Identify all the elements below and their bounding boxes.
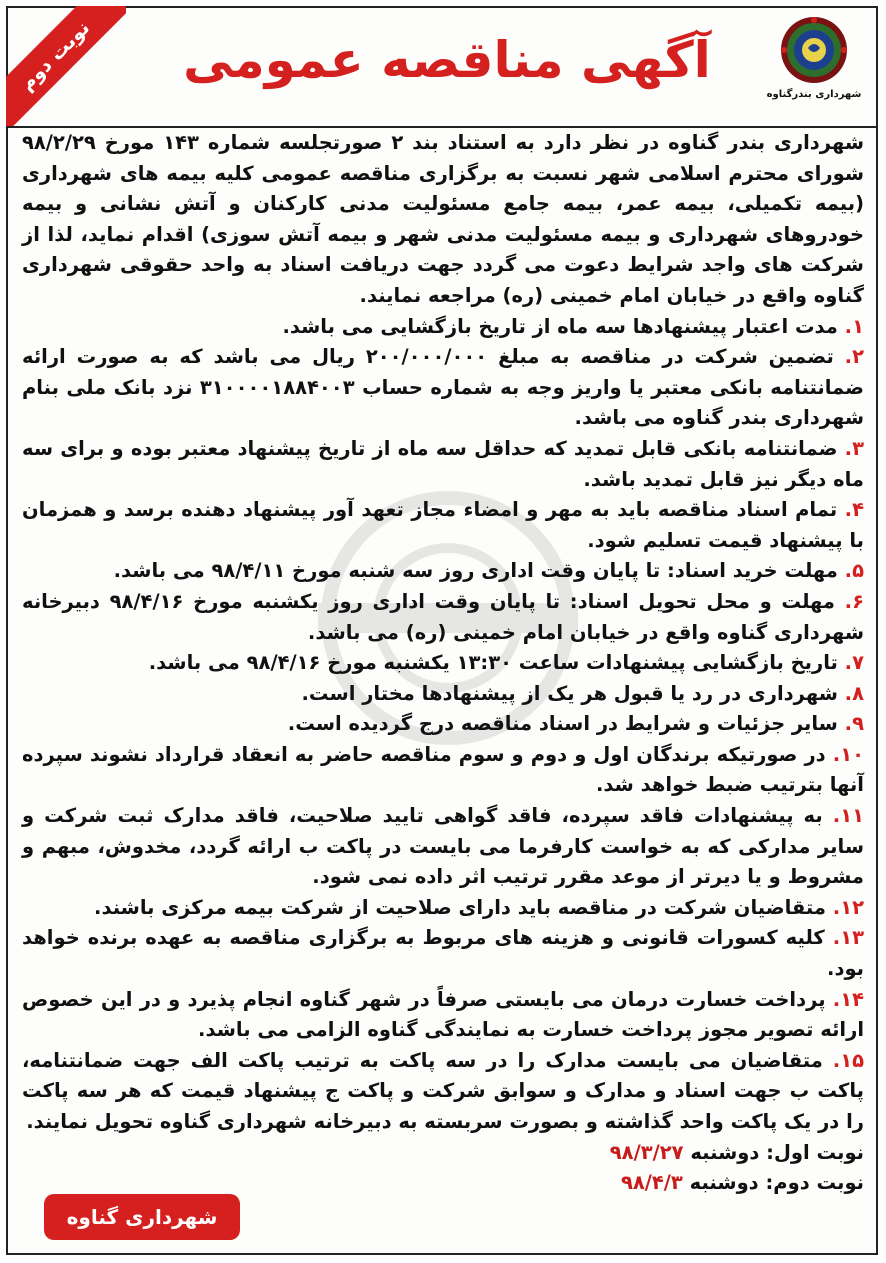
notice-body [22,128,864,1199]
list-item: ۱۴. پرداخت خسارت درمان می بایستی صرفاً در شهر گناوه انجام پذیرد و در این خصوص ارائه تصویر مجوز پرداخت خسارت به نمایندگی گناوه الزامی می باشد. [22,987,864,1042]
publication-schedule [22,1138,864,1199]
signature-badge: شهرداری گناوه [44,1194,240,1240]
first-publication: نوبت اول: دوشنبه ۹۸/۳/۲۷ [609,1140,864,1164]
logo-caption: شهرداری بندرگناوه [766,89,862,100]
corner-ribbon [6,6,126,126]
municipality-logo [766,14,862,120]
list-item: ۹. سایر جزئیات و شرایط در اسناد مناقصه درج گردیده است. [287,712,864,736]
ribbon-label: نوبت دوم [6,6,126,126]
list-item: ۱۲. متقاضیان شرکت در مناقصه باید دارای صلاحیت از شرکت بیمه مرکزی باشند. [94,895,864,919]
list-item: ۲. تضمین شرکت در مناقصه به مبلغ ۲۰۰/۰۰۰/۰۰۰ ریال می باشد که به صورت ارائه ضمانتنامه بانکی معتبر یا واریز وجه به شماره حساب ۳۱۰۰۰۰۱۸۸۴۰۰۳ نزد بانک ملی بنام شهرداری بندر گناوه می باشد. [22,345,864,430]
intro-paragraph: شهرداری بندر گناوه در نظر دارد به استناد بند ۲ صورتجلسه شماره ۱۴۳ مورخ ۹۸/۲/۲۹ شورای محترم اسلامی شهر نسبت به برگزاری مناقصه عمومی کلیه بیمه های شهرداری (بیمه تکمیلی، بیمه عمر، بیمه جامع مسئولیت مدنی کارکنان و آتش نشانی و بیمه خودروهای شهرداری و بیمه مسئولیت مدنی شهر و بیمه آتش سوزی) اقدام نماید، لذا از شرکت های واجد شرایط دعوت می گردد جهت دریافت اسناد به واحد حقوقی شهرداری گناوه واقع در خیابان امام خمینی (ره) مراجعه نمایند. [22,131,864,307]
list-item: ۶. مهلت و محل تحویل اسناد: تا پایان وقت اداری روز یکشنبه مورخ ۹۸/۴/۱۶ دبیرخانه شهرداری گناوه واقع در خیابان امام خمینی (ره) می باشد. [22,589,864,644]
emblem-icon [778,14,850,86]
second-publication: نوبت دوم: دوشنبه ۹۸/۴/۳ [620,1171,864,1195]
list-item: ۱۱. به پیشنهادات فاقد سپرده، فاقد گواهی تایید صلاحیت، فاقد مدارک ثبت شرکت و سایر مدارکی که به خواست کارفرما می بایست در پاکت ب ارائه گردد، مخدوش، مبهم و مشروط و یا دیرتر از موعد مقرر ترتیب اثر داده نمی شود. [22,804,864,889]
list-item: ۱. مدت اعتبار پیشنهادها سه ماه از تاریخ بازگشایی می باشد. [282,314,864,338]
list-item: ۷. تاریخ بازگشایی پیشنهادات ساعت ۱۳:۳۰ یکشنبه مورخ ۹۸/۴/۱۶ می باشد. [148,651,864,675]
list-item: ۸. شهرداری در رد یا قبول هر یک از پیشنهادها مختار است. [301,681,864,705]
list-item: ۵. مهلت خرید اسناد: تا پایان وقت اداری روز سه شنبه مورخ ۹۸/۴/۱۱ می باشد. [113,559,864,583]
page-title: آگهی مناقصه عمومی [183,31,711,89]
list-item: ۳. ضمانتنامه بانکی قابل تمدید که حداقل سه ماه از تاریخ پیشنهاد معتبر بوده و برای سه ماه دیگر نیز قابل تمدید باشد. [22,436,864,491]
list-item: ۱۳. کلیه کسورات قانونی و هزینه های مربوط به برگزاری مناقصه به عهده برنده خواهد بود. [22,926,864,981]
notice-header [8,8,876,128]
list-item: ۴. تمام اسناد مناقصه باید به مهر و امضاء مجاز تعهد آور پیشنهاد دهنده برسد و همزمان با پیشنهاد قیمت تسلیم شود. [22,498,864,552]
list-item: ۱۵. متقاضیان می بایست مدارک را در سه پاکت به ترتیب پاکت الف جهت ضمانتنامه، پاکت ب جهت اسناد و مدارک و سوابق شرکت و پاکت ج پیشنهاد قیمت که هر سه پاکت را در یک پاکت واحد گذاشته و بصورت سربسته به دبیرخانه شهرداری گناوه تحویل نمایند. [22,1048,864,1133]
list-item: ۱۰. در صورتیکه برندگان اول و دوم و سوم مناقصه حاضر به انعقاد قرارداد نشوند سپرده آنها بترتیب ضبط خواهد شد. [22,742,864,797]
